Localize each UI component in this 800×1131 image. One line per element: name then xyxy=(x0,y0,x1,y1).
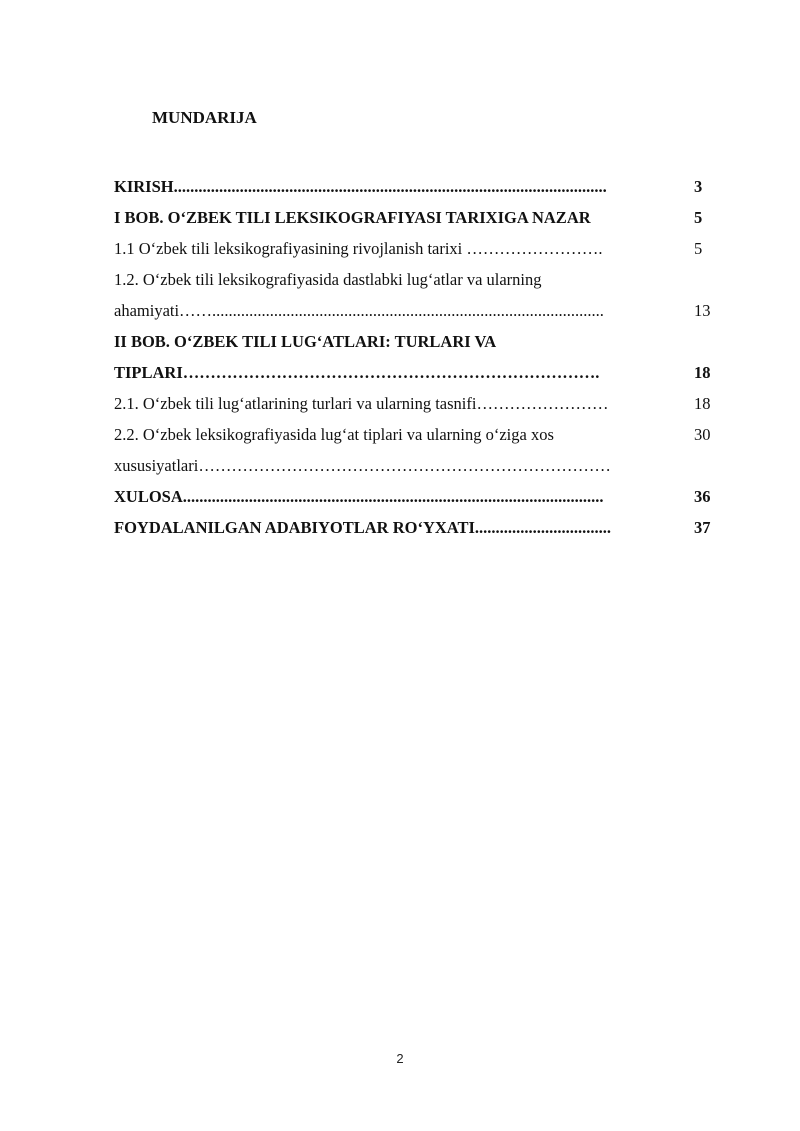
toc-entry-section-1-1[interactable] xyxy=(114,233,714,264)
toc-page-number: 3 xyxy=(694,177,703,196)
toc-page-number: 37 xyxy=(694,518,711,537)
toc-entry-text: ahamiyati……............................................................................................... xyxy=(114,301,604,320)
toc-entry-section-2-2-line2[interactable] xyxy=(114,450,714,481)
toc-entry-section-2-2-line1[interactable] xyxy=(114,419,714,450)
toc-entry-text: II BOB. O‘ZBEK TILI LUG‘ATLARI: TURLARI VA xyxy=(114,332,497,351)
toc-entry-bibliography[interactable] xyxy=(114,512,714,543)
toc-entry-text: 2.1. O‘zbek tili lug‘atlarining turlari va ularning tasnifi…………………… xyxy=(114,394,609,413)
toc-entry-kirish[interactable] xyxy=(114,171,714,202)
toc-entry-section-1-2-line1[interactable] xyxy=(114,264,714,295)
toc-entry-text: I BOB. O‘ZBEK TILI LEKSIKOGRAFIYASI TARIXIGA NAZAR xyxy=(114,208,591,227)
toc-entry-section-2-1[interactable] xyxy=(114,388,714,419)
toc-entry-xulosa[interactable] xyxy=(114,481,714,512)
toc-page-number: 30 xyxy=(694,425,711,444)
table-of-contents xyxy=(114,171,714,543)
toc-entry-text: 1.2. O‘zbek tili leksikografiyasida dastlabki lug‘atlar va ularning xyxy=(114,270,542,289)
toc-entry-text: FOYDALANILGAN ADABIYOTLAR RO‘YXATI................................. xyxy=(114,518,612,537)
toc-page-number: 5 xyxy=(694,239,703,258)
toc-page-number: 13 xyxy=(694,301,711,320)
toc-page-number: 36 xyxy=(694,487,711,506)
toc-entry-chapter-2-line2[interactable] xyxy=(114,357,714,388)
toc-entry-text: XULOSA...................................................................................................... xyxy=(114,487,604,506)
toc-entry-text: 1.1 O‘zbek tili leksikografiyasining rivojlanish tarixi ……………………. xyxy=(114,239,603,258)
toc-entry-text: 2.2. O‘zbek leksikografiyasida lug‘at tiplari va ularning o‘ziga xos xyxy=(114,425,554,444)
page-number: 2 xyxy=(396,1051,404,1066)
toc-page-number: 18 xyxy=(694,363,711,382)
toc-entry-text: xususiyatlari………………………………………………………………… xyxy=(114,456,611,475)
toc-entry-text: TIPLARI…………………………………………………………………. xyxy=(114,363,600,382)
toc-page-number: 5 xyxy=(694,208,703,227)
toc-entry-section-1-2-line2[interactable] xyxy=(114,295,714,326)
toc-entry-chapter-2-line1[interactable] xyxy=(114,326,714,357)
toc-page-number: 18 xyxy=(694,394,711,413)
toc-heading: MUNDARIJA xyxy=(152,108,257,127)
toc-entry-chapter-1[interactable] xyxy=(114,202,714,233)
toc-entry-text: KIRISH......................................................................................................... xyxy=(114,177,607,196)
